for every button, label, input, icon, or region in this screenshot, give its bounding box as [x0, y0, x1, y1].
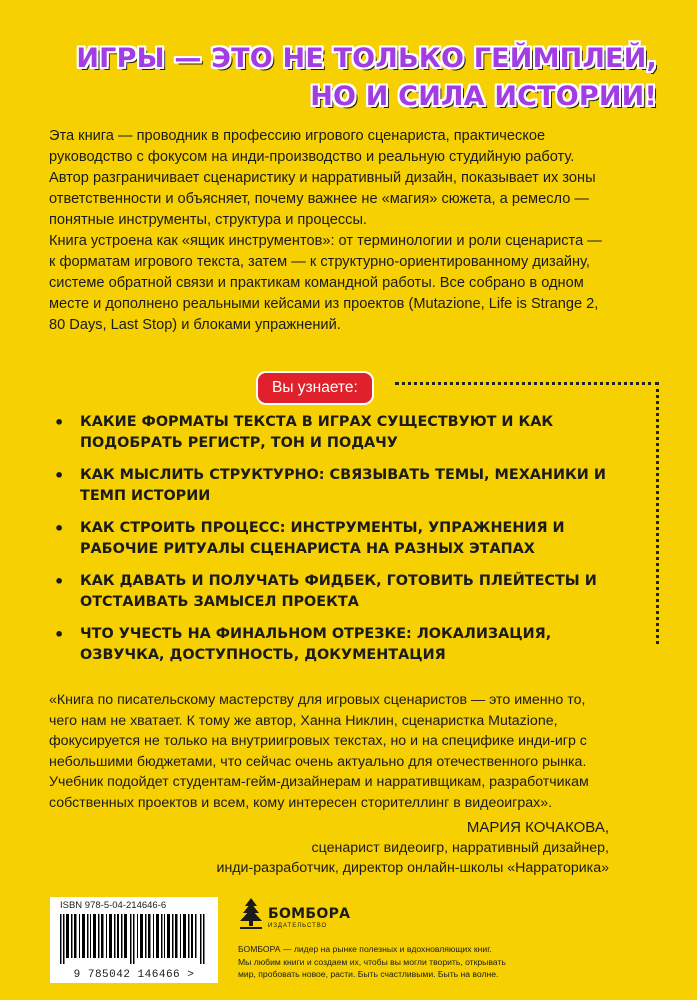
learn-item-text: КАК ДАВАТЬ И ПОЛУЧАТЬ ФИДБЕК, ГОТОВИТЬ ПЛЕЙТЕСТЫ И ОТСТАИВАТЬ ЗАМЫСЕЛ ПРОЕКТА: [80, 573, 597, 610]
barcode-bars: [60, 914, 208, 964]
barcode-digits: 9 785042 146466 >: [73, 969, 195, 981]
headline-line-1: ИГРЫ — ЭТО НЕ ТОЛЬКО ГЕЙМПЛЕЙ,: [76, 43, 657, 74]
headline: [40, 40, 657, 116]
publisher-line: Мы любим книги и создаем их, чтобы вы могли творить, открывать: [238, 956, 506, 967]
learn-item: [54, 571, 614, 613]
learn-item: [54, 412, 614, 454]
learn-item: [54, 624, 614, 666]
publisher-subtitle: ИЗДАТЕЛЬСТВО: [268, 923, 328, 929]
learn-item: [54, 465, 614, 507]
headline-line-2: НО И СИЛА ИСТОРИИ!: [310, 81, 657, 112]
bullet-icon: •: [54, 519, 65, 538]
isbn-number: ISBN 978-5-04-214646-6: [60, 900, 167, 911]
intro-text: [49, 126, 609, 336]
bullet-icon: •: [54, 625, 65, 644]
publisher-brand: БОМБОРА: [268, 906, 351, 922]
bullet-icon: •: [54, 466, 65, 485]
learn-item: [54, 518, 614, 560]
learn-item-text: КАК СТРОИТЬ ПРОЦЕСС: ИНСТРУМЕНТЫ, УПРАЖНЕНИЯ И РАБОЧИЕ РИТУАЛЫ СЦЕНАРИСТА НА РАЗНЫХ ЭТАПАХ: [80, 520, 565, 557]
publisher-logo: [238, 898, 358, 934]
dotted-frame-top: [395, 382, 659, 385]
publisher-description: [238, 943, 648, 981]
learn-item-text: КАК МЫСЛИТЬ СТРУКТУРНО: СВЯЗЫВАТЬ ТЕМЫ, МЕХАНИКИ И ТЕМП ИСТОРИИ: [80, 467, 606, 504]
learn-list: [54, 412, 614, 677]
author-role: сценарист видеоигр, нарративный дизайнер,: [311, 840, 609, 856]
dotted-frame-right: [656, 382, 659, 644]
bullet-icon: •: [54, 413, 65, 432]
bullet-icon: •: [54, 572, 65, 591]
quote-author: [217, 818, 609, 878]
learn-item-text: ЧТО УЧЕСТЬ НА ФИНАЛЬНОМ ОТРЕЗКЕ: ЛОКАЛИЗАЦИЯ, ОЗВУЧКА, ДОСТУПНОСТЬ, ДОКУМЕНТАЦИЯ: [80, 626, 552, 663]
intro-paragraph-1: Эта книга — проводник в профессию игрового сценариста, практическое руководство с фокусом на инди-производство и реальную студийную работу. Автор разграничивает сценаристику и нарративный дизайн, показывает их зоны ответственности и объясняет, почему важнее не «магия» сюжета, а ремесло — понятные инструменты, структура и процессы.: [49, 128, 596, 228]
publisher-line: мир, пробовать новое, расти. Быть счастливыми. Быть на волне.: [238, 969, 499, 979]
intro-paragraph-2: Книга устроена как «ящик инструментов»: от терминологии и роли сценариста — к форматам игрового текста, затем — к структурно-ориентированному дизайну, системе обратной связи и практикам командной работы. Все собрано в одном месте и дополнено реальными кейсами из проектов (Mutazione, Life is Strange 2, 80 Days, Last Stop) и блоками упражнений.: [49, 233, 602, 333]
learn-item-text: КАКИЕ ФОРМАТЫ ТЕКСТА В ИГРАХ СУЩЕСТВУЮТ И КАК ПОДОБРАТЬ РЕГИСТР, ТОН И ПОДАЧУ: [80, 414, 554, 451]
barcode: [50, 897, 218, 983]
publisher-line: БОМБОРА — лидер на рынке полезных и вдохновляющих книг.: [238, 944, 492, 954]
author-role: инди-разработчик, директор онлайн-школы «Нарраторика»: [216, 860, 609, 876]
you-will-learn-badge: Вы узнаете:: [256, 371, 374, 405]
bombora-tree-icon: [238, 898, 264, 932]
author-name: МАРИЯ КОЧАКОВА,: [466, 819, 609, 836]
review-quote: «Книга по писательскому мастерству для игровых сценаристов — это именно то, чего нам не хватает. К тому же автор, Ханна Никлин, сценаристка Mutazione, фокусируется не только на внутриигровых текстах, но и на специфике инди-игр с небольшими бюджетами, что сейчас очень актуально для отечественного рынка. Учебник подойдет студентам-гейм-дизайнерам и нарративщикам, разработчикам собственных проектов и всем, кому интересен сторителлинг в видеоиграх».: [49, 692, 589, 811]
